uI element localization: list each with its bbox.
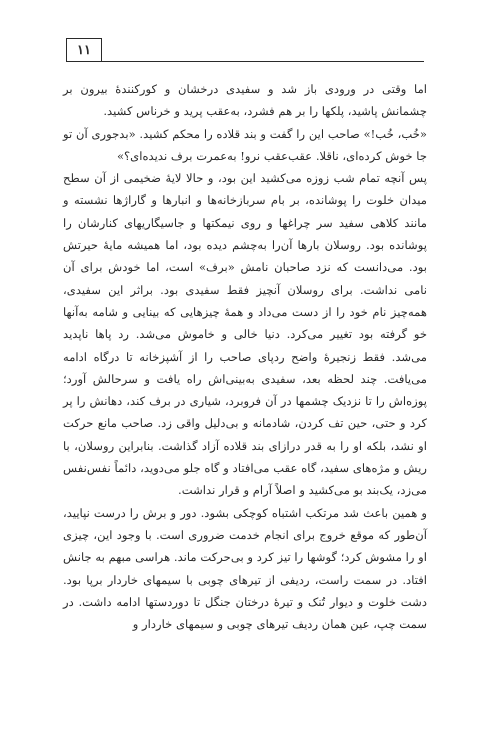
page-number: ۱۱ [66,38,102,62]
paragraph-2: «خُب، خُب!» صاحب این را گفت و بند قلاده را محکم کشید. «بدجوری آن تو جا خوش کرده‌ای، ناقلا. عقب‌عقب نرو! به‌عمرت برف ندیده‌ای؟» [63,126,427,163]
body-text [63,78,427,635]
header-rule [66,61,424,62]
paragraph-1: اما وقتی در ورودی باز شد و سفیدی درخشان و کورکنندهٔ بیرون بر چشمانش پاشید، پلکها را بر هم فشرد، به‌عقب پرید و خرناس کشید. [63,82,427,119]
paragraph-3: پس آنچه تمام شب زوزه می‌کشید این بود، و حالا لایهٔ ضخیمی از آن سطح میدان خلوت را پوشانده، بر بام سربازخانه‌ها و انبارها و گاراژها نشسته و مانند کلاهی سفید سر چراغها و روی نیمکتها و جاسیگاریهای کنارشان را پوشانده بود. روسلان بارها آن‌را به‌چشم دیده بود، اما همیشه مایهٔ حیرتش بود. می‌دانست که نزد صاحبان نامش «برف» است، اما خودش برای آن نامی نداشت. برای روسلان آنچیز فقط سفیدی بود. براثر این سفیدی، همه‌چیز نام خود را از دست می‌داد و همهٔ چیزهایی که بینایی و شامه به‌آنها خو گرفته بود تغییر می‌کرد. دنیا خالی و خاموش می‌شد. رد پاها ناپدید می‌شد. فقط زنجیرهٔ واضح ردپای صاحب را از آشپزخانه تا درگاه ادامه می‌یافت. چند لحظه بعد، سفیدی به‌بینی‌اش راه یافت و سرحالش آورد؛ پوزه‌اش را تا نزدیک چشمها در آن فروبرد، شیاری در برف کند، دهانش را پر کرد و حتی، حین تف کردن، شادمانه و بی‌دلیل واقی زد. صاحب مانع حرکت او نشد، بلکه او را به قدر درازای بند قلاده آزاد گذاشت. بنابراین روسلان، با ریش و مژه‌های سفید، گاه عقب می‌افتاد و گاه جلو می‌دوید، دائماً نفس‌نفس می‌زد، یک‌بند بو می‌کشید و اصلاً آرام و قرار نداشت. [63,171,427,498]
paragraph-4: و همین باعث شد مرتکب اشتباه کوچکی بشود. دور و برش را درست نپایید، آن‌طور که موقع خروج برای انجام خدمت ضروری است. با وجود این، چیزی او را مشوش کرد؛ گوشها را تیز کرد و بی‌حرکت ماند. هراسی مبهم به جانش افتاد. در سمت راست، ردیفی از تیرهای چوبی با سیمهای خاردار برپا بود. دشت خلوت و دیوار تُنک و تیرهٔ درختان جنگل تا دوردستها ادامه داشت. در سمت چپ، عین همان ردیف تیرهای چوبی و سیمهای خاردار و [63,505,427,632]
